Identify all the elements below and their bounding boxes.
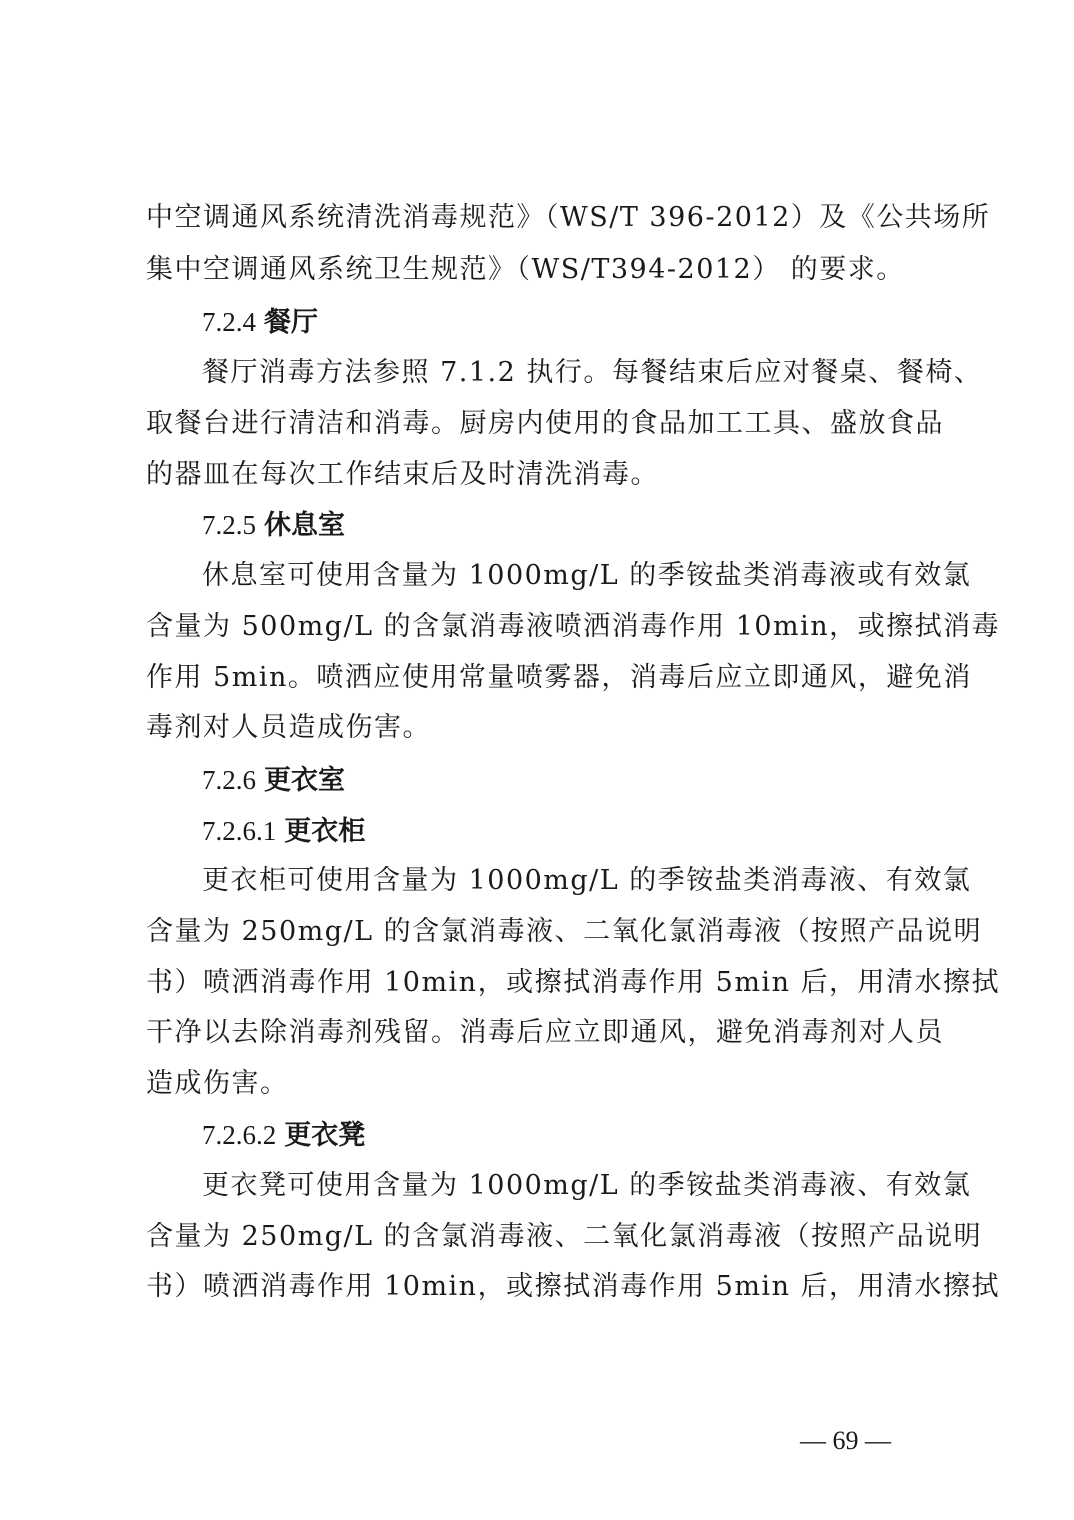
body-text-line: 餐厅消毒方法参照 7.1.2 执行。每餐结束后应对餐桌、餐椅、 — [202, 357, 983, 388]
body-text-line: 含量为 250mg/L 的含氯消毒液、二氧化氯消毒液（按照产品说明 — [146, 1221, 983, 1252]
body-text-line: 干净以去除消毒剂残留。消毒后应立即通风，避免消毒剂对人员 — [146, 1017, 944, 1048]
section-heading-7-2-4 — [202, 305, 318, 340]
section-heading-7-2-5 — [202, 508, 345, 543]
body-text-line: 书）喷洒消毒作用 10min，或擦拭消毒作用 5min 后，用清水擦拭 — [146, 1271, 1001, 1302]
body-text-line: 更衣柜可使用含量为 1000mg/L 的季铵盐类消毒液、有效氯 — [202, 865, 972, 896]
body-text-line: 中空调通风系统清洗消毒规范》（WS/T 396-2012）及《公共场所 — [146, 202, 991, 233]
body-text-line: 取餐台进行清洁和消毒。厨房内使用的食品加工工具、盛放食品 — [146, 408, 944, 439]
body-text-line: 含量为 250mg/L 的含氯消毒液、二氧化氯消毒液（按照产品说明 — [146, 916, 983, 947]
section-number: 7.2.5 — [202, 510, 256, 540]
section-heading-7-2-6-1 — [202, 814, 365, 849]
body-text-line: 造成伤害。 — [146, 1068, 289, 1099]
section-number: 7.2.4 — [202, 307, 256, 337]
section-title: 更衣柜 — [284, 816, 366, 847]
body-text-line: 毒剂对人员造成伤害。 — [146, 712, 431, 743]
section-number: 7.2.6.2 — [202, 1120, 277, 1150]
section-title: 休息室 — [264, 510, 345, 541]
section-title: 更衣室 — [264, 765, 345, 796]
section-title: 更衣凳 — [284, 1120, 366, 1151]
section-number: 7.2.6.1 — [202, 816, 277, 846]
body-text-line: 集中空调通风系统卫生规范》（WS/T394-2012） 的要求。 — [146, 254, 905, 285]
page-number: — 69 — — [800, 1426, 891, 1455]
body-text-line: 的器皿在每次工作结束后及时清洗消毒。 — [146, 459, 659, 490]
section-heading-7-2-6-2 — [202, 1118, 365, 1153]
body-text-line: 休息室可使用含量为 1000mg/L 的季铵盐类消毒液或有效氯 — [202, 560, 972, 591]
body-text-line: 含量为 500mg/L 的含氯消毒液喷洒消毒作用 10min，或擦拭消毒 — [146, 611, 1001, 642]
body-text-line: 更衣凳可使用含量为 1000mg/L 的季铵盐类消毒液、有效氯 — [202, 1170, 972, 1201]
section-title: 餐厅 — [264, 307, 318, 338]
section-heading-7-2-6 — [202, 763, 345, 798]
section-number: 7.2.6 — [202, 765, 256, 795]
body-text-line: 书）喷洒消毒作用 10min，或擦拭消毒作用 5min 后，用清水擦拭 — [146, 967, 1001, 998]
body-text-line: 作用 5min。喷洒应使用常量喷雾器，消毒后应立即通风，避免消 — [146, 662, 972, 693]
